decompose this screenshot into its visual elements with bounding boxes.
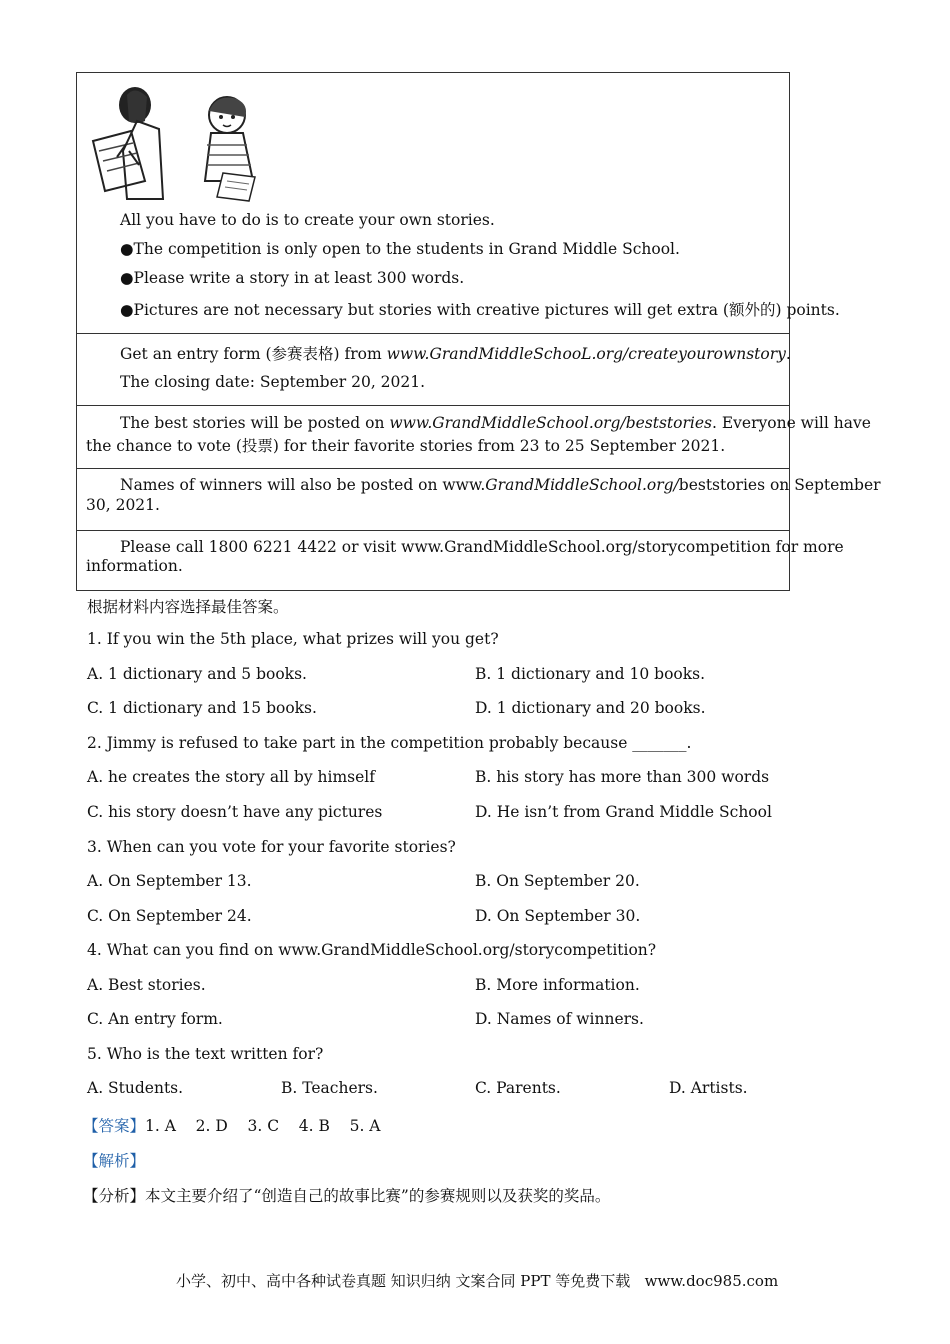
contact-line: Please call 1800 6221 4422 or visit www.GrandMiddleSchool.org/storycompetition for more	[120, 538, 844, 556]
analysis-text: 【分析】本文主要介绍了“创造自己的故事比赛”的参赛规则以及获奖的奖品。	[83, 1187, 611, 1205]
best-line	[120, 414, 871, 432]
option-3b: B. On September 20.	[475, 872, 640, 890]
answer-label: 【答案】	[83, 1117, 146, 1135]
best-url[interactable]: www.GrandMiddleSchool.org/beststories	[389, 414, 712, 432]
option-3a: A. On September 13.	[87, 872, 252, 890]
question-5: 5. Who is the text written for?	[87, 1045, 324, 1063]
entry-section	[77, 334, 789, 406]
winners-section	[77, 469, 881, 531]
answer-line	[83, 1114, 381, 1136]
instruction: 根据材料内容选择最佳答案。	[87, 598, 289, 616]
entry-suffix: .	[785, 345, 791, 363]
contact-section	[77, 531, 844, 590]
option-2b: B. his story has more than 300 words	[475, 768, 770, 786]
rule-line: ●Pictures are not necessary but stories with creative pictures will get extra (额外的) points.	[120, 301, 840, 319]
option-2d: D. He isn’t from Grand Middle School	[475, 803, 772, 821]
option-1d: D. 1 dictionary and 20 books.	[475, 699, 706, 717]
question-1: 1. If you win the 5th place, what prizes will you get?	[87, 630, 499, 648]
option-5a: A. Students.	[87, 1079, 184, 1097]
option-1c: C. 1 dictionary and 15 books.	[87, 699, 317, 717]
students-illustration	[87, 81, 267, 203]
poster-box	[76, 72, 881, 591]
footer: 小学、初中、高中各种试卷真题 知识归纳 文案合同 PPT 等免费下载 www.doc985.com	[176, 1272, 779, 1290]
option-1a: A. 1 dictionary and 5 books.	[87, 665, 307, 683]
option-5b: B. Teachers.	[281, 1079, 378, 1097]
winners-line-2: 30, 2021.	[86, 496, 160, 514]
winners-url[interactable]: GrandMiddleSchool.org/	[485, 476, 679, 494]
option-4b: B. More information.	[475, 976, 640, 994]
contact-line-2: information.	[86, 557, 183, 575]
best-prefix: The best stories will be posted on	[120, 414, 390, 432]
rules-section	[77, 73, 840, 334]
question-2: 2. Jimmy is refused to take part in the competition probably because _______.	[87, 734, 692, 752]
closing-date: The closing date: September 20, 2021.	[120, 373, 426, 391]
option-4c: C. An entry form.	[87, 1010, 223, 1028]
best-suffix: . Everyone will have	[712, 414, 871, 432]
option-5c: C. Parents.	[475, 1079, 561, 1097]
rule-line: ●Please write a story in at least 300 words.	[120, 269, 465, 287]
best-stories-section	[77, 406, 871, 469]
entry-url[interactable]: www.GrandMiddleSchooL.org/createyourownstory	[386, 345, 786, 363]
question-4: 4. What can you find on www.GrandMiddleSchool.org/storycompetition?	[87, 941, 657, 959]
entry-prefix: Get an entry form (参赛表格) from	[120, 345, 387, 363]
winners-line	[120, 476, 881, 494]
rule-line: ●The competition is only open to the students in Grand Middle School.	[120, 240, 680, 258]
answer-text: 1. A 2. D 3. C 4. B 5. A	[145, 1117, 381, 1135]
winners-prefix: Names of winners will also be posted on www.	[120, 476, 486, 494]
entry-line	[120, 342, 791, 364]
option-4d: D. Names of winners.	[475, 1010, 644, 1028]
option-5d: D. Artists.	[669, 1079, 748, 1097]
option-2c: C. his story doesn’t have any pictures	[87, 803, 383, 821]
best-line-2: the chance to vote (投票) for their favorite stories from 23 to 25 September 2021.	[86, 437, 726, 455]
option-3d: D. On September 30.	[475, 907, 641, 925]
winners-suffix: beststories on September	[678, 476, 881, 494]
option-1b: B. 1 dictionary and 10 books.	[475, 665, 706, 683]
question-3: 3. When can you vote for your favorite stories?	[87, 838, 456, 856]
option-3c: C. On September 24.	[87, 907, 252, 925]
option-4a: A. Best stories.	[87, 976, 206, 994]
rule-line: All you have to do is to create your own stories.	[120, 211, 495, 229]
analysis-label: 【解析】	[83, 1152, 146, 1170]
option-2a: A. he creates the story all by himself	[87, 768, 375, 786]
